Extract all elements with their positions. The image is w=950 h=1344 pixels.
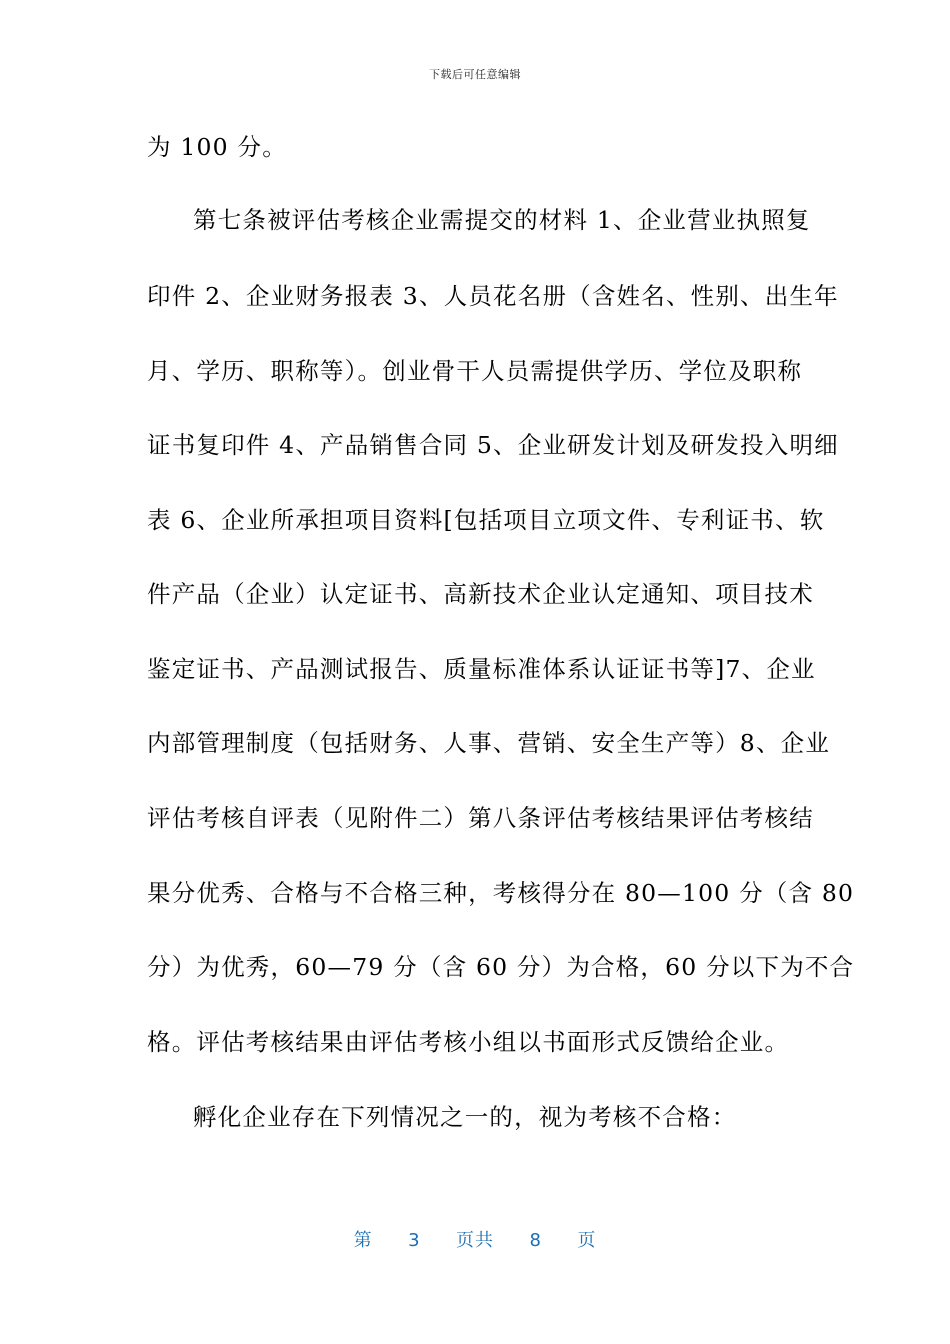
footer-suffix: 页 <box>577 1230 597 1251</box>
footer-middle: 页共 <box>456 1230 494 1251</box>
text-line-4: 月、学历、职称等）。创业骨干人员需提供学历、学位及职称 <box>147 357 803 385</box>
text-line-1: 为 100 分。 <box>147 133 287 161</box>
footer-page-total: 8 <box>529 1230 542 1251</box>
text-line-5: 证书复印件 4、产品销售合同 5、企业研发计划及研发投入明细 <box>147 431 839 459</box>
text-line-9: 内部管理制度（包括财务、人事、营销、安全生产等）8、企业 <box>147 729 831 757</box>
text-line-7: 件产品（企业）认定证书、高新技术企业认定通知、项目技术 <box>147 580 814 608</box>
text-line-10: 评估考核自评表（见附件二）第八条评估考核结果评估考核结 <box>147 804 814 832</box>
text-line-6: 表 6、企业所承担项目资料[包括项目立项文件、专利证书、软 <box>147 506 825 534</box>
text-line-2: 第七条被评估考核企业需提交的材料 1、企业营业执照复 <box>193 206 811 234</box>
text-line-8: 鉴定证书、产品测试报告、质量标准体系认证证书等]7、企业 <box>147 655 816 683</box>
footer-prefix: 第 <box>353 1230 373 1251</box>
text-line-11: 果分优秀、合格与不合格三种，考核得分在 80—100 分（含 80 <box>147 879 855 907</box>
text-line-12: 分）为优秀，60—79 分（含 60 分）为合格，60 分以下为不合 <box>147 953 855 981</box>
page-footer <box>0 1226 950 1252</box>
header-note: 下载后可任意编辑 <box>429 68 521 81</box>
text-line-13: 格。评估考核结果由评估考核小组以书面形式反馈给企业。 <box>147 1028 790 1056</box>
text-line-3: 印件 2、企业财务报表 3、人员花名册（含姓名、性别、出生年 <box>147 282 839 310</box>
footer-page-current: 3 <box>408 1230 421 1251</box>
text-line-14: 孵化企业存在下列情况之一的，视为考核不合格： <box>193 1103 737 1131</box>
